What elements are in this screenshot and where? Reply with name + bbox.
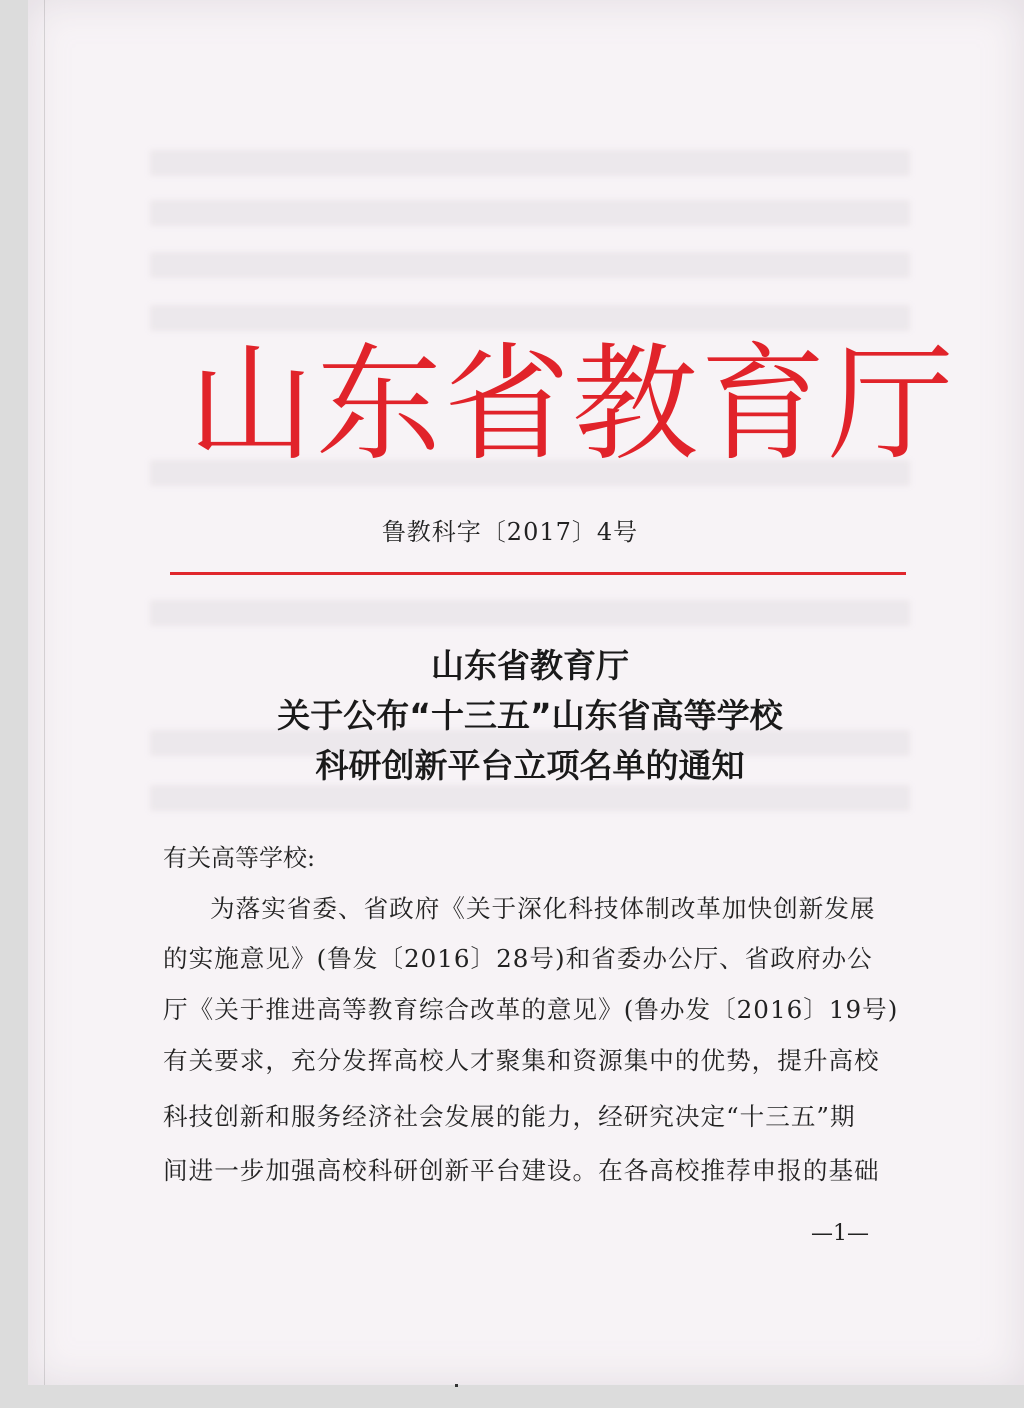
bleed-through-mark (150, 150, 910, 176)
notice-title-line-3: 科研创新平台立项名单的通知 (315, 746, 745, 785)
bleed-through-mark (150, 252, 910, 278)
page-number: —1— (811, 1221, 869, 1246)
notice-title-line-2: 关于公布“十三五”山东省高等学校 (277, 696, 783, 735)
body-line-3: 厅《关于推进高等教育综合改革的意见》(鲁办发〔2016〕19号) (163, 995, 899, 1024)
red-divider-rule (170, 572, 906, 575)
body-line-2: 的实施意见》(鲁发〔2016〕28号)和省委办公厅、省政府办公 (163, 944, 873, 973)
body-line-5: 科技创新和服务经济社会发展的能力，经研究决定“十三五”期 (163, 1102, 856, 1131)
page-fold-line (44, 0, 45, 1385)
bleed-through-mark (150, 600, 910, 626)
scan-speck (455, 1384, 458, 1387)
body-line-1: 为落实省委、省政府《关于深化科技体制改革加快创新发展 (210, 894, 876, 923)
document-number: 鲁教科字〔2017〕4号 (381, 518, 639, 546)
salutation: 有关高等学校: (163, 844, 316, 872)
bleed-through-mark (150, 305, 910, 331)
bleed-through-mark (150, 200, 910, 226)
notice-title-line-1: 山东省教育厅 (431, 646, 629, 685)
masthead-title: 山东省教育厅 (188, 331, 956, 478)
body-line-4: 有关要求，充分发挥高校人才聚集和资源集中的优势，提升高校 (163, 1046, 880, 1075)
body-line-6: 间进一步加强高校科研创新平台建设。在各高校推荐申报的基础 (163, 1156, 880, 1185)
